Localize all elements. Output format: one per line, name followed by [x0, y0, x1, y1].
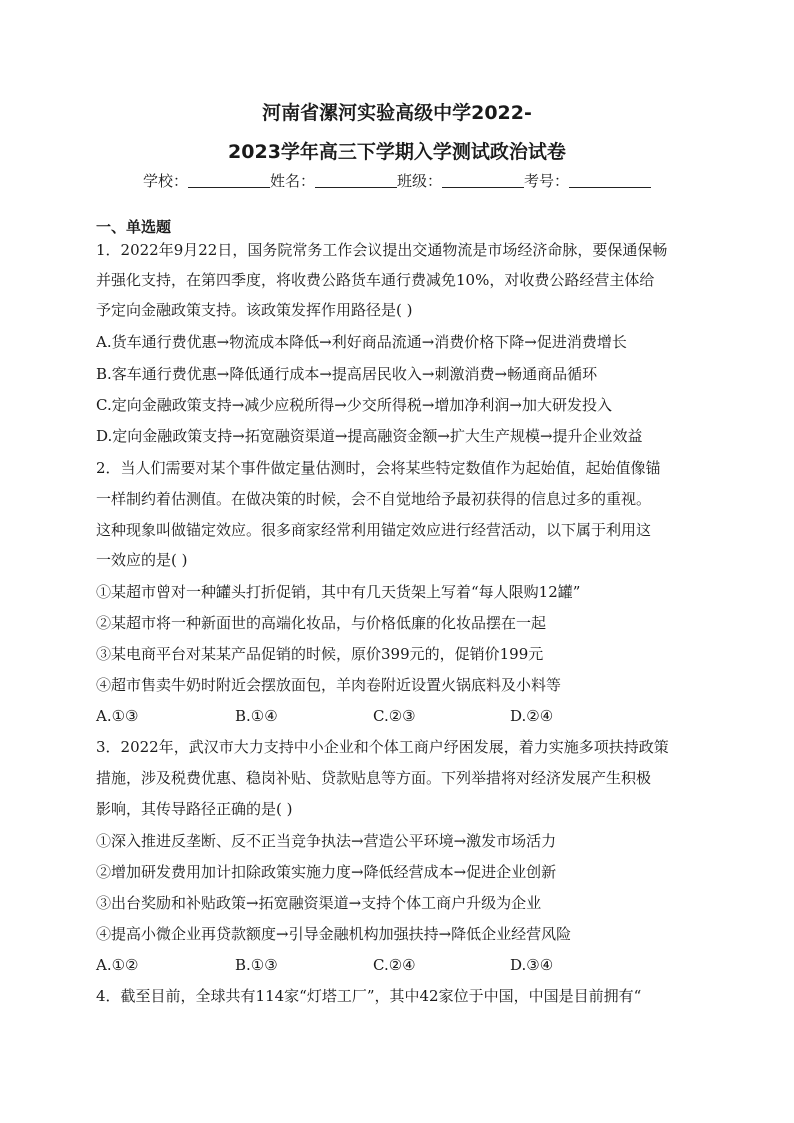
option-line: B.客车通行费优惠→降低通行成本→提高居民收入→刺激消费→畅通商品循环 [96, 365, 598, 383]
text-line: 措施，涉及税费优惠、稳岗补贴、贷款贴息等方面。下列举措将对经济发展产生积极 [96, 769, 652, 787]
text-line: 予定向金融政策支持。该政策发挥作用路径是( ) [96, 301, 413, 319]
text-line: 1．2022年9月22日，国务院常务工作会议提出交通物流是市场经济命脉，要保通保畅 [96, 241, 668, 259]
q2-option-b: B.①④ [235, 707, 278, 725]
q2-option-c: C.②③ [373, 707, 416, 725]
exam-number-blank [569, 172, 651, 188]
statement-line: ②增加研发费用加计扣除政策实施力度→降低经营成本→促进企业创新 [96, 863, 557, 881]
q3-option-b: B.①③ [235, 956, 278, 974]
option-line: A.货车通行费优惠→物流成本降低→利好商品流通→消费价格下降→促进消费增长 [96, 333, 627, 351]
option-line: D.定向金融政策支持→拓宽融资渠道→提高融资金额→扩大生产规模→提升企业效益 [96, 427, 643, 445]
statement-line: ①某超市曾对一种罐头打折促销，其中有几天货架上写着“每人限购12罐” [96, 583, 581, 601]
statement-line: ④提高小微企业再贷款额度→引导金融机构加强扶持→降低企业经营风险 [96, 925, 572, 943]
text-line: 4．截至目前，全球共有114家“灯塔工厂”，其中42家位于中国，中国是目前拥有“ [96, 987, 642, 1005]
text-line: 并强化支持，在第四季度，将收费公路货车通行费减免10%，对收费公路经营主体给 [96, 271, 655, 289]
statement-line: ①深入推进反垄断、反不正当竞争执法→营造公平环境→激发市场活力 [96, 832, 557, 850]
exam-title-line1: 河南省漯河实验高级中学2022- [262, 102, 532, 124]
text-line: 影响，其传导路径正确的是( ) [96, 800, 293, 818]
name-label: 姓名： [269, 172, 315, 190]
school-blank [188, 172, 270, 188]
text-line: 3．2022年，武汉市大力支持中小企业和个体工商户纾困发展，着力实施多项扶持政策 [96, 738, 669, 756]
statement-line: ③出台奖励和补贴政策→拓宽融资渠道→支持个体工商户升级为企业 [96, 894, 542, 912]
class-blank [442, 172, 524, 188]
exam-number-label: 考号： [524, 172, 570, 190]
class-label: 班级： [397, 172, 443, 190]
school-label: 学校： [142, 172, 188, 190]
text-line: 2．当人们需要对某个事件做定量估测时，会将某些特定数值作为起始值，起始值像锚 [96, 459, 661, 477]
text-line: 一样制约着估测值。在做决策的时候，会不自觉地给予最初获得的信息过多的重视。 [96, 490, 652, 508]
q3-option-c: C.②④ [373, 956, 416, 974]
q2-option-d: D.②④ [510, 707, 554, 725]
name-blank [315, 172, 397, 188]
exam-title-line2: 2023学年高三下学期入学测试政治试卷 [228, 141, 566, 163]
section-title: 一、单选题 [96, 218, 172, 236]
q3-option-a: A.①② [96, 956, 139, 974]
q3-option-d: D.③④ [510, 956, 554, 974]
statement-line: ④超市售卖牛奶时附近会摆放面包，羊肉卷附近设置火锅底料及小料等 [96, 676, 562, 694]
statement-line: ③某电商平台对某某产品促销的时候，原价399元的，促销价199元 [96, 645, 544, 663]
text-line: 一效应的是( ) [96, 551, 188, 569]
q2-option-a: A.①③ [96, 707, 139, 725]
option-line: C.定向金融政策支持→减少应税所得→少交所得税→增加净利润→加大研发投入 [96, 396, 612, 414]
student-info-line [0, 171, 794, 191]
text-line: 这种现象叫做锚定效应。很多商家经常利用锚定效应进行经营活动，以下属于利用这 [96, 521, 652, 539]
statement-line: ②某超市将一种新面世的高端化妆品，与价格低廉的化妆品摆在一起 [96, 614, 547, 632]
